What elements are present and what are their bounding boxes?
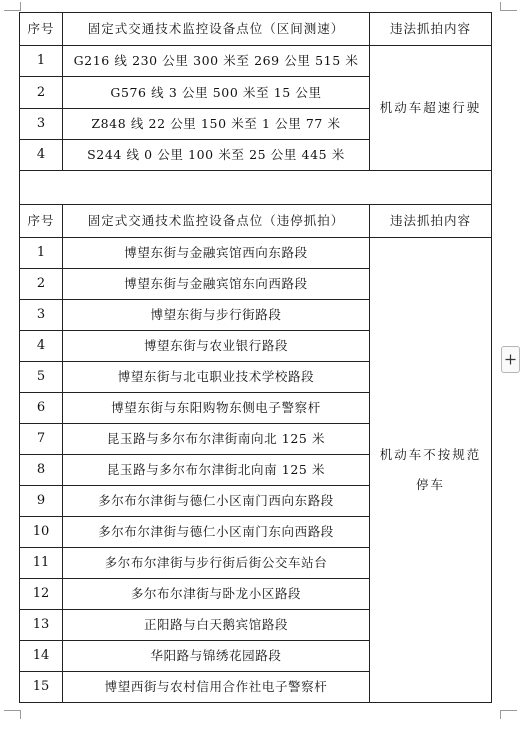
row-location: 昆玉路与多尔布尔津街北向南 125 米 <box>63 455 370 486</box>
table-header-row <box>20 13 492 46</box>
row-location: 博望东街与北屯职业技术学校路段 <box>63 362 370 393</box>
row-location: G576 线 3 公里 500 米至 15 公里 <box>63 77 370 109</box>
row-location: S244 线 0 公里 100 米至 25 公里 445 米 <box>63 140 370 171</box>
row-location: 博望东街与农业银行路段 <box>63 331 370 362</box>
corner-mark-top-right <box>500 2 517 11</box>
row-serial: 10 <box>20 517 63 548</box>
row-serial: 5 <box>20 362 63 393</box>
header-violation: 违法抓拍内容 <box>370 13 492 46</box>
row-serial: 2 <box>20 269 63 300</box>
header-violation: 违法抓拍内容 <box>370 205 492 238</box>
row-location: Z848 线 22 公里 150 米至 1 公里 77 米 <box>63 109 370 140</box>
row-location: 多尔布尔津街与德仁小区南门西向东路段 <box>63 486 370 517</box>
section-spacer-row <box>20 171 492 205</box>
row-serial: 6 <box>20 393 63 424</box>
row-serial: 3 <box>20 300 63 331</box>
header-serial: 序号 <box>20 13 63 46</box>
add-button[interactable] <box>501 346 520 373</box>
table-row <box>20 238 492 269</box>
plus-icon <box>505 354 516 365</box>
row-serial: 3 <box>20 109 63 140</box>
row-location: 多尔布尔津街与德仁小区南门东向西路段 <box>63 517 370 548</box>
corner-mark-bottom-right <box>500 710 517 719</box>
row-serial: 4 <box>20 140 63 171</box>
row-location: 博望西街与农村信用合作社电子警察杆 <box>63 672 370 703</box>
header-location: 固定式交通技术监控设备点位（违停抓拍） <box>63 205 370 238</box>
table-body <box>20 13 492 703</box>
row-serial: 1 <box>20 46 63 77</box>
row-serial: 8 <box>20 455 63 486</box>
violation-content: 机动车超速行驶 <box>370 46 492 171</box>
corner-mark-top-left <box>4 2 21 11</box>
row-serial: 9 <box>20 486 63 517</box>
row-serial: 15 <box>20 672 63 703</box>
row-serial: 11 <box>20 548 63 579</box>
row-location: 多尔布尔津街与步行街后街公交车站台 <box>63 548 370 579</box>
row-serial: 7 <box>20 424 63 455</box>
row-serial: 12 <box>20 579 63 610</box>
monitoring-points-table <box>19 12 492 703</box>
row-location: 博望东街与东阳购物东侧电子警察杆 <box>63 393 370 424</box>
row-serial: 1 <box>20 238 63 269</box>
table-header-row <box>20 205 492 238</box>
row-location: 昆玉路与多尔布尔津街南向北 125 米 <box>63 424 370 455</box>
violation-content: 机动车不按规范停车 <box>370 238 492 703</box>
row-location: 华阳路与锦绣花园路段 <box>63 641 370 672</box>
row-serial: 14 <box>20 641 63 672</box>
row-serial: 4 <box>20 331 63 362</box>
row-location: 博望东街与金融宾馆东向西路段 <box>63 269 370 300</box>
row-location: 博望东街与金融宾馆西向东路段 <box>63 238 370 269</box>
header-location: 固定式交通技术监控设备点位（区间测速） <box>63 13 370 46</box>
corner-mark-bottom-left <box>4 710 21 719</box>
row-location: 博望东街与步行街路段 <box>63 300 370 331</box>
row-location: 多尔布尔津街与卧龙小区路段 <box>63 579 370 610</box>
row-serial: 13 <box>20 610 63 641</box>
row-location: G216 线 230 公里 300 米至 269 公里 515 米 <box>63 46 370 77</box>
spacer-cell <box>20 171 492 205</box>
header-serial: 序号 <box>20 205 63 238</box>
table-row <box>20 46 492 77</box>
row-serial: 2 <box>20 77 63 109</box>
row-location: 正阳路与白天鹅宾馆路段 <box>63 610 370 641</box>
